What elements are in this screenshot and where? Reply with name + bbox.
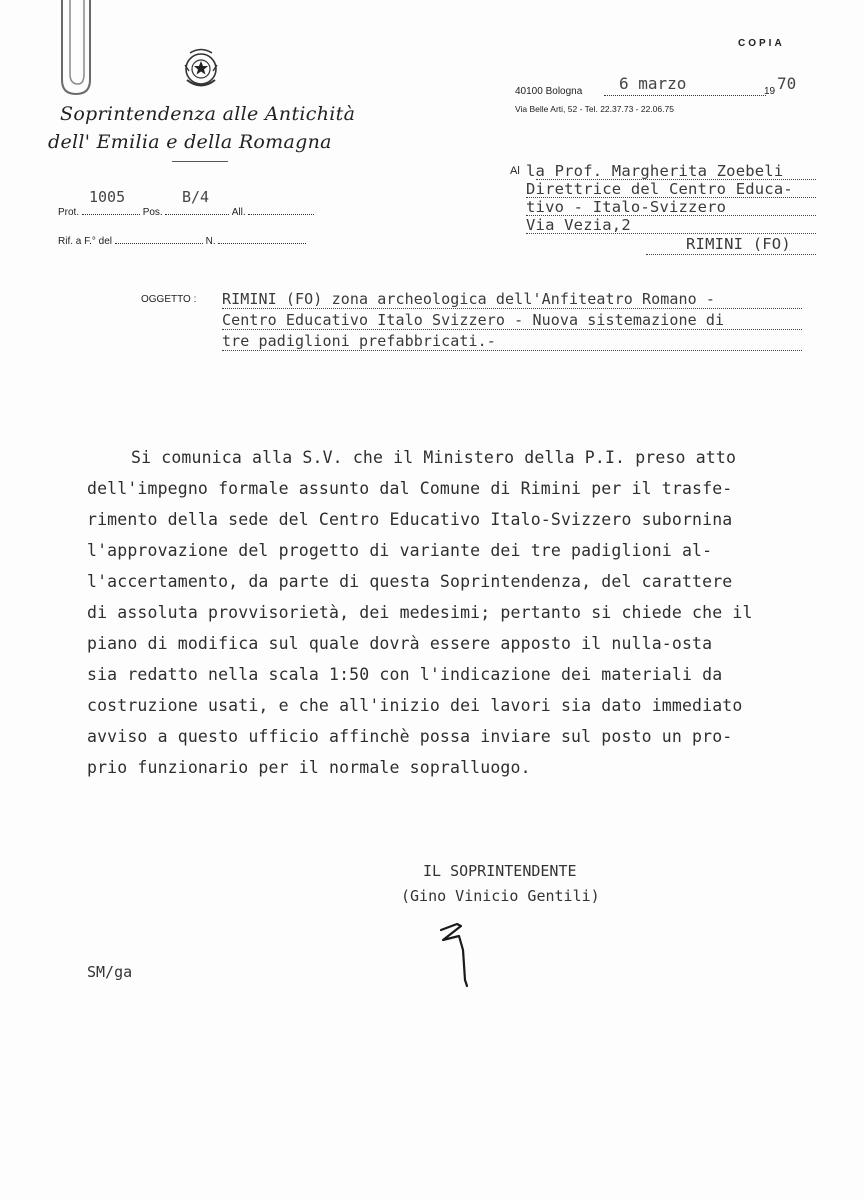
signatory-title: IL SOPRINTENDENTE	[423, 862, 577, 880]
pos-value: B/4	[182, 188, 210, 206]
recipient-dotted-line	[646, 254, 816, 255]
recipient-dotted-line	[526, 233, 816, 234]
recipient-line: Direttrice del Centro Educa-	[526, 180, 793, 198]
body-line: di assoluta provvisorietà, dei medesimi; pertanto si chiede che il	[87, 603, 753, 622]
office-name-line1: Soprintendenza alle Antichità	[60, 103, 356, 125]
body-line: l'approvazione del progetto di variante dei tre padiglioni al-	[87, 541, 713, 560]
year-prefix: 19	[764, 86, 776, 97]
recipient-line: Via Vezia,2	[526, 216, 631, 234]
recipient-label: Al	[510, 165, 520, 177]
date-line	[515, 74, 805, 102]
subject-line: RIMINI (FO) zona archeologica dell'Anfiteatro Romano -	[222, 290, 716, 308]
office-divider	[172, 161, 228, 162]
subject-label: OGGETTO :	[141, 294, 197, 305]
recipient-dotted-line	[526, 215, 816, 216]
pos-label: Pos.	[142, 207, 163, 218]
copy-mark: COPIA	[738, 38, 785, 49]
recipient-line: la Prof. Margherita Zoebeli	[526, 162, 784, 180]
prot-value: 1005	[89, 188, 126, 206]
date-dotted-line	[604, 95, 766, 96]
republic-emblem-icon	[178, 45, 224, 91]
all-dots	[248, 203, 314, 215]
body-line: avviso a questo ufficio affinchè possa inviare sul posto un pro-	[87, 727, 733, 746]
subject-dotted-line	[222, 329, 802, 330]
office-address: Via Belle Arti, 52 - Tel. 22.37.73 - 22.06.75	[515, 104, 674, 114]
paper-clip-icon	[40, 0, 100, 100]
subject-dotted-line	[222, 350, 802, 351]
body-line: sia redatto nella scala 1:50 con l'indicazione dei materiali da	[87, 665, 723, 684]
n-dots	[218, 232, 306, 244]
rif-label: Rif. a F.° del	[58, 236, 113, 247]
body-line: dell'impegno formale assunto dal Comune di Rimini per il trasfe-	[87, 479, 733, 498]
recipient-line: tivo - Italo-Svizzero	[526, 198, 727, 216]
recipient-dotted-line	[536, 179, 816, 180]
subject-line: Centro Educativo Italo Svizzero - Nuova sistemazione di	[222, 311, 725, 329]
n-label: N.	[205, 236, 216, 247]
city-label: 40100 Bologna	[515, 86, 583, 97]
signatory-name: (Gino Vinicio Gentili)	[401, 887, 600, 905]
subject-dotted-line	[222, 308, 802, 309]
prot-label: Prot.	[58, 207, 80, 218]
rif-dots	[115, 232, 203, 244]
body-line: costruzione usati, e che all'inizio dei lavori sia dato immediato	[87, 696, 743, 715]
body-line: l'accertamento, da parte di questa Soprintendenza, del carattere	[87, 572, 733, 591]
body-line: rimento della sede del Centro Educativo Italo-Svizzero subornina	[87, 510, 733, 529]
office-name-line2: dell' Emilia e della Romagna	[48, 131, 332, 153]
body-line: piano di modifica sul quale dovrà essere apposto il nulla-osta	[87, 634, 713, 653]
body-line: Si comunica alla S.V. che il Ministero della P.I. preso atto	[131, 448, 737, 467]
recipient-dotted-line	[526, 197, 816, 198]
handwritten-signature	[437, 920, 477, 990]
typist-initials: SM/ga	[87, 963, 133, 981]
recipient-city: RIMINI (FO)	[686, 235, 791, 253]
all-label: All.	[231, 207, 246, 218]
subject-line: tre padiglioni prefabbricati.-	[222, 332, 496, 350]
reference-row	[58, 232, 306, 247]
date-value: 6 marzo	[619, 74, 687, 93]
year-value: 70	[777, 74, 797, 93]
body-line: prio funzionario per il normale sopralluogo.	[87, 758, 531, 777]
